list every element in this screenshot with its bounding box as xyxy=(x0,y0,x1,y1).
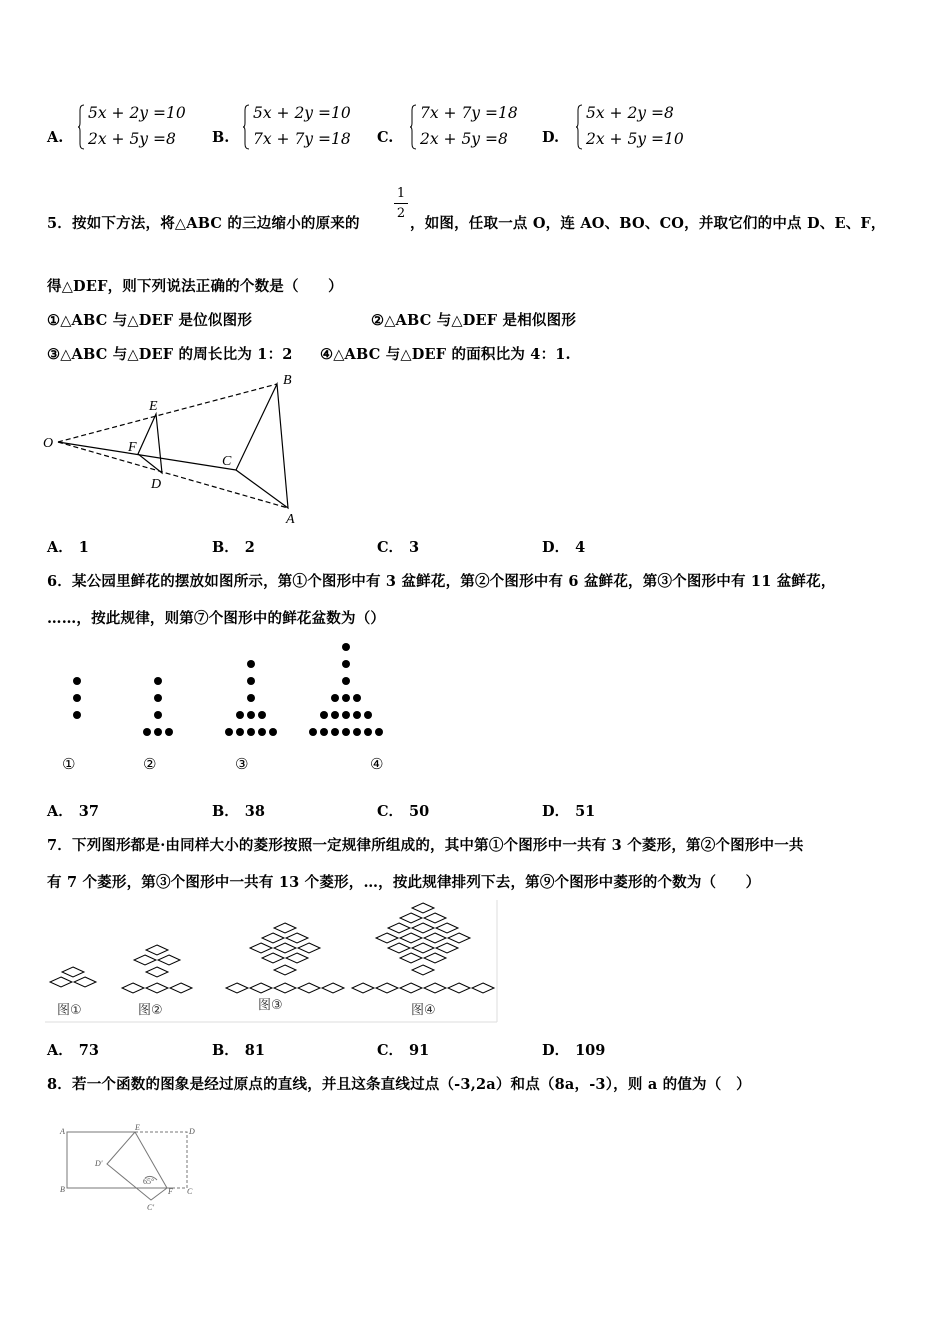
label-a: A xyxy=(286,512,295,527)
fraction-numerator: 1 xyxy=(396,186,406,201)
option-label: D． xyxy=(542,539,570,556)
q7-rhombus-pattern-figure xyxy=(45,900,500,1025)
option-value: 50 xyxy=(409,803,430,820)
option-value: 91 xyxy=(409,1042,430,1059)
label-e: E xyxy=(149,399,158,414)
q6-option-c[interactable] xyxy=(377,800,429,821)
q7-stem-line1: 7．下列图形都是·由同样大小的菱形按照一定规律所组成的，其中第①个图形中一共有 3 个菱形，第②个图形中一共 xyxy=(47,837,804,854)
option-label: A． xyxy=(47,539,73,556)
option-value: 51 xyxy=(575,803,596,820)
label-d: D xyxy=(189,1127,195,1136)
option-label: B． xyxy=(212,803,239,820)
q5-fraction xyxy=(394,186,408,221)
equation-line: 5x + 2y =10 xyxy=(88,104,186,122)
figure-label-4: ④ xyxy=(370,755,384,773)
brace-icon xyxy=(410,104,416,150)
option-label: C． xyxy=(377,803,404,820)
line-ob xyxy=(58,384,277,442)
q6-stem-line2: ……，按此规律，则第⑦个图形中的鲜花盆数为（） xyxy=(47,610,386,627)
fraction-denominator: 2 xyxy=(396,206,406,221)
option-value: 2 xyxy=(244,539,255,556)
q6-option-d[interactable] xyxy=(542,800,595,821)
brace-icon xyxy=(243,104,249,150)
q5-option-c[interactable] xyxy=(377,536,419,557)
equation-line: 7x + 7y =18 xyxy=(420,104,518,122)
q6-stem-line1: 6．某公园里鲜花的摆放如图所示，第①个图形中有 3 盆鲜花，第②个图形中有 6 盆鲜花，第③个图形中有 11 盆鲜花， xyxy=(47,573,836,590)
q5-statement-3: ③△ABC 与△DEF 的周长比为 1：2 xyxy=(47,346,293,363)
q7-stem-line2: 有 7 个菱形，第③个图形中一共有 13 个菱形，…，按此规律排列下去，第⑨个图形中菱形的个数为（ ） xyxy=(47,874,761,891)
fold-shape xyxy=(107,1132,167,1200)
option-value: 37 xyxy=(78,803,99,820)
option-value: 38 xyxy=(244,803,265,820)
label-b: B xyxy=(60,1185,65,1194)
label-b: B xyxy=(283,373,292,388)
q4-option-a-label: A. xyxy=(47,129,64,146)
option-label: D． xyxy=(542,1042,570,1059)
q7-option-a[interactable] xyxy=(47,1039,99,1060)
q4-option-c-label: C. xyxy=(377,129,394,146)
label-d-prime: D' xyxy=(95,1159,103,1168)
q6-option-a[interactable] xyxy=(47,800,99,821)
figure-label-4: 图④ xyxy=(411,1003,436,1018)
figure-label-1: ① xyxy=(62,755,76,773)
figure-label-2: ② xyxy=(143,755,157,773)
equation-line: 7x + 7y =18 xyxy=(253,130,351,148)
label-f: F xyxy=(128,440,137,455)
q6-option-b[interactable] xyxy=(212,800,265,821)
q7-option-b[interactable] xyxy=(212,1039,265,1060)
q8-stem: 8．若一个函数的图象是经过原点的直线，并且这条直线过点（-3,2a）和点（8a，-3），则 a 的值为（ ） xyxy=(47,1076,751,1093)
option-label: B． xyxy=(212,539,239,556)
q5-statement-4: ④△ABC 与△DEF 的面积比为 4：1. xyxy=(320,346,571,363)
label-c: C xyxy=(222,454,232,469)
q7-option-c[interactable] xyxy=(377,1039,429,1060)
equation-line: 2x + 5y =8 xyxy=(420,130,508,148)
q5-option-b[interactable] xyxy=(212,536,255,557)
figure-label-1: 图① xyxy=(57,1003,82,1018)
option-value: 73 xyxy=(78,1042,99,1059)
label-o: O xyxy=(43,436,54,451)
label-c-prime: C' xyxy=(147,1203,155,1212)
option-label: A． xyxy=(47,803,73,820)
label-c: C xyxy=(187,1187,193,1196)
label-f: F xyxy=(168,1187,173,1196)
option-value: 109 xyxy=(575,1042,606,1059)
q5-stem-part1: 5．按如下方法，将△ABC 的三边缩小的原来的 xyxy=(47,215,360,232)
brace-icon xyxy=(576,104,582,150)
option-value: 81 xyxy=(244,1042,265,1059)
q5-homothety-figure xyxy=(40,368,320,528)
q4-option-b-label: B. xyxy=(212,129,230,146)
label-angle: 65° xyxy=(143,1177,155,1186)
option-label: A． xyxy=(47,1042,73,1059)
q8-folded-rectangle-figure xyxy=(55,1122,205,1214)
option-label: C． xyxy=(377,539,404,556)
q5-option-d[interactable] xyxy=(542,536,585,557)
q5-option-a[interactable] xyxy=(47,536,89,557)
equation-line: 2x + 5y =10 xyxy=(586,130,684,148)
line-oa xyxy=(58,442,288,508)
option-value: 3 xyxy=(409,539,420,556)
equation-line: 5x + 2y =10 xyxy=(253,104,351,122)
q5-stem-line2: 得△DEF，则下列说法正确的个数是（ ） xyxy=(47,278,343,295)
label-e: E xyxy=(135,1123,140,1132)
q5-stem-part2: ，如图，任取一点 O，连 AO、BO、CO，并取它们的中点 D、E、F， xyxy=(410,215,886,232)
figure-label-3: ③ xyxy=(235,755,249,773)
figure-label-2: 图② xyxy=(138,1003,163,1018)
line-oc xyxy=(58,442,236,470)
brace-icon xyxy=(78,104,84,150)
option-label: C． xyxy=(377,1042,404,1059)
triangle-def xyxy=(138,414,162,473)
equation-line: 5x + 2y =8 xyxy=(586,104,674,122)
equation-line: 2x + 5y =8 xyxy=(88,130,176,148)
fraction-bar xyxy=(394,203,408,204)
option-label: D． xyxy=(542,803,570,820)
q5-statement-1: ①△ABC 与△DEF 是位似图形 xyxy=(47,312,253,329)
figure-label-3: 图③ xyxy=(258,998,283,1013)
q6-flower-pattern-figure xyxy=(50,632,410,782)
q7-option-d[interactable] xyxy=(542,1039,605,1060)
label-a: A xyxy=(60,1127,65,1136)
label-d: D xyxy=(151,477,162,492)
option-label: B． xyxy=(212,1042,239,1059)
option-value: 1 xyxy=(78,539,89,556)
q5-statement-2: ②△ABC 与△DEF 是相似图形 xyxy=(371,312,577,329)
triangle-abc xyxy=(236,384,288,508)
q4-option-d-label: D. xyxy=(542,129,560,146)
option-value: 4 xyxy=(575,539,586,556)
